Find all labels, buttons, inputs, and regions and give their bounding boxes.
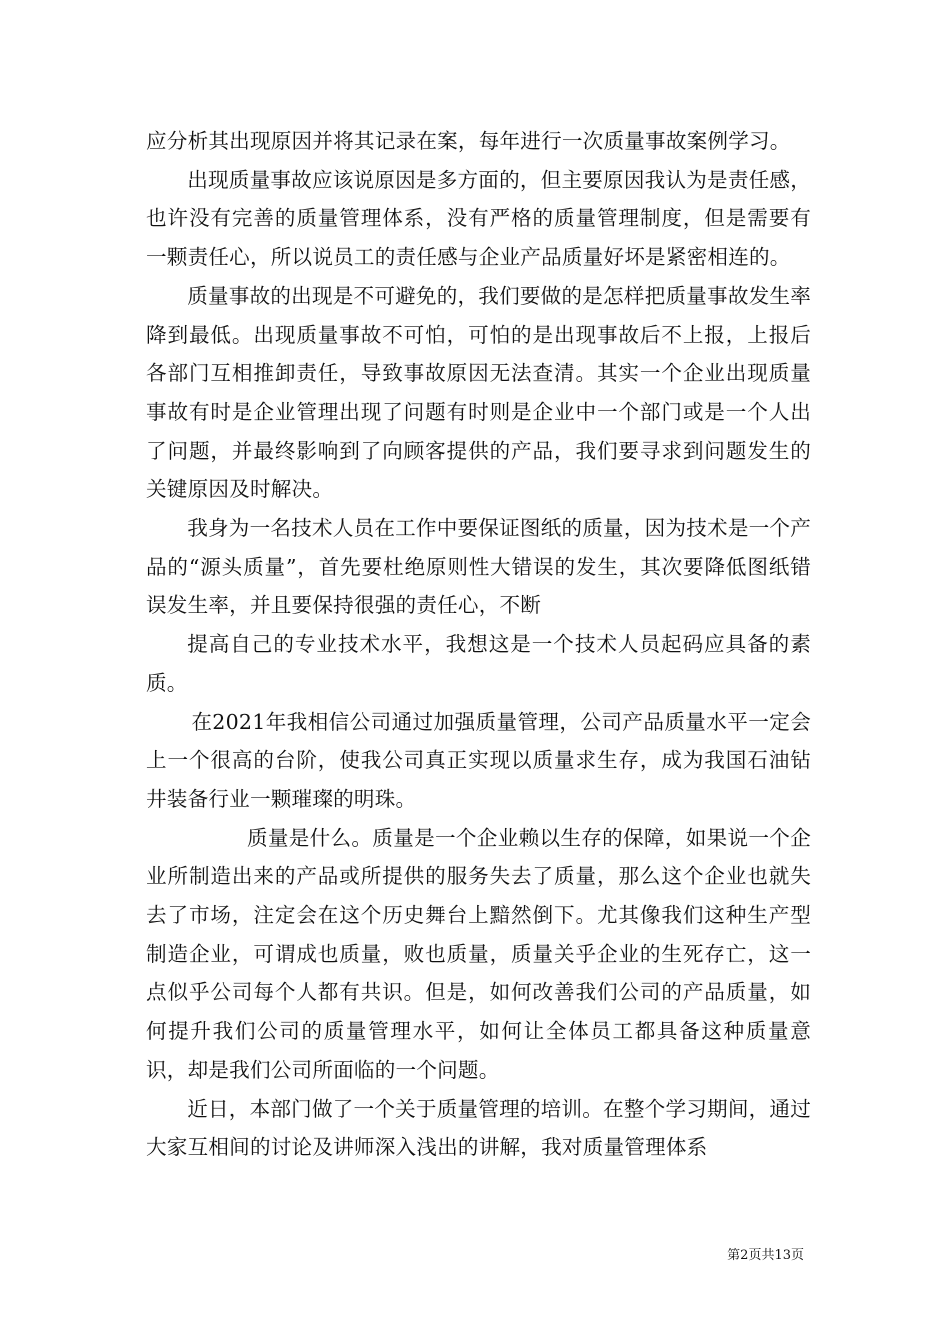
- paragraph-2: 出现质量事故应该说原因是多方面的，但主要原因我认为是责任感，也许没有完善的质量管理体系，没有严格的质量管理制度，但是需要有一颗责任心，所以说员工的责任感与企业产品质量好坏是紧密相连的。: [146, 167, 811, 270]
- paragraph-7: 质量是什么。质量是一个企业赖以生存的保障，如果说一个企业所制造出来的产品或所提供的服务失去了质量，那么这个企业也就失去了市场，注定会在这个历史舞台上黯然倒下。尤其像我们这种生产型制造企业，可谓成也质量，败也质量，质量关乎企业的生死存亡，这一点似乎公司每个人都有共识。但是，如何改善我们公司的产品质量，如何提升我们公司的质量管理水平，如何让全体员工都具备这种质量意识，却是我们公司所面临的一个问题。: [146, 825, 811, 1082]
- paragraph-4: 我身为一名技术人员在工作中要保证图纸的质量，因为技术是一个产品的“源头质量”，首先要杜绝原则性大错误的发生，其次要降低图纸错误发生率，并且要保持很强的责任心，不断: [146, 516, 811, 618]
- paragraph-3: 质量事故的出现是不可避免的，我们要做的是怎样把质量事故发生率降到最低。出现质量事故不可怕，可怕的是出现事故后不上报，上报后各部门互相推卸责任，导致事故原因无法查清。其实一个企业出现质量事故有时是企业管理出现了问题有时则是企业中一个部门或是一个人出了问题，并最终影响到了向顾客提供的产品，我们要寻求到问题发生的关键原因及时解决。: [146, 283, 811, 502]
- body-text: [146, 122, 811, 1167]
- paragraph-1: 应分析其出现原因并将其记录在案，每年进行一次质量事故案例学习。: [146, 129, 791, 153]
- paragraph-8: 近日，本部门做了一个关于质量管理的培训。在整个学习期间，通过大家互相间的讨论及讲师深入浅出的讲解，我对质量管理体系: [146, 1096, 811, 1160]
- paragraph-5: 提高自己的专业技术水平，我想这是一个技术人员起码应具备的素质。: [146, 632, 811, 695]
- paragraph-6: 在2021年我相信公司通过加强质量管理，公司产品质量水平一定会上一个很高的台阶，使我公司真正实现以质量求生存，成为我国石油钻井装备行业一颗璀璨的明珠。: [146, 709, 811, 811]
- page-number-footer: 第2页共13页: [727, 1248, 804, 1263]
